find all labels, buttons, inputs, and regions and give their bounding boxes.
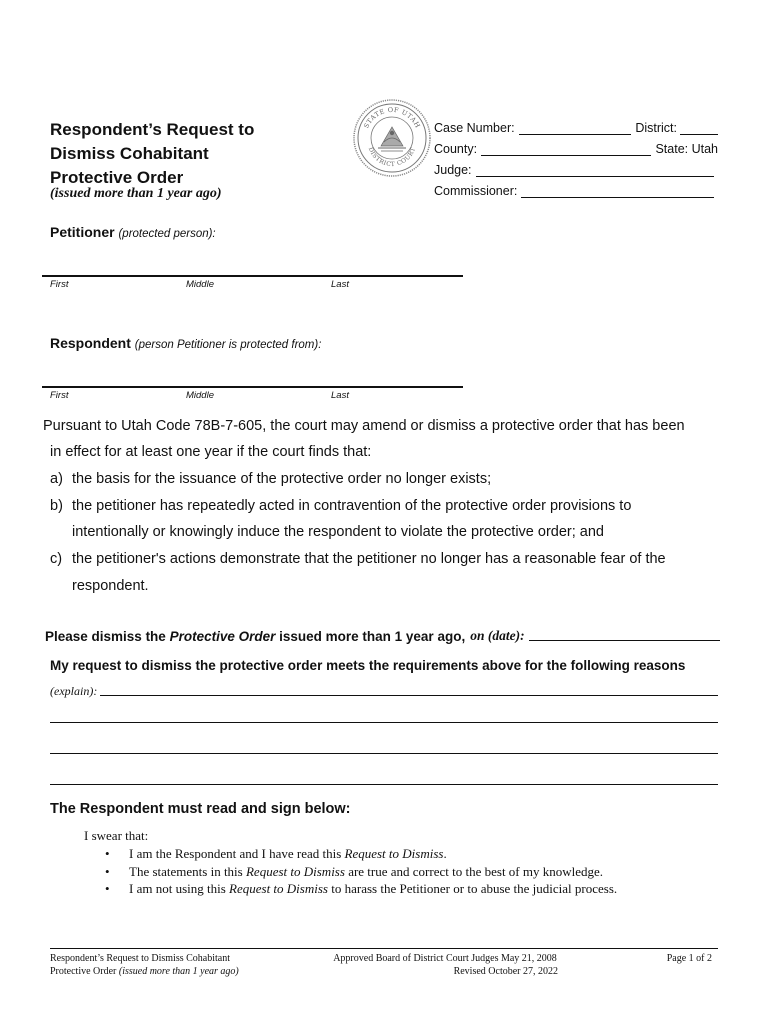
petitioner-heading [50,224,216,240]
state-label: State: Utah [655,142,718,156]
petitioner-middle-label: Middle [186,279,214,290]
petitioner-hint: (protected person): [118,228,216,240]
condition-b-continued: intentionally or knowingly induce the respondent to violate the protective order; and [72,524,604,540]
case-number-field[interactable] [519,133,632,135]
svg-text:DISTRICT COURT [367,146,417,168]
oath-item: • I am the Respondent and I have read this Request to Dismiss. [105,846,447,861]
petitioner-first-label: First [50,279,69,290]
respondent-first-label: First [50,390,69,401]
condition-c [50,551,666,567]
condition-a-text: the basis for the issuance of the protective order no longer exists; [72,471,492,487]
dismiss-text-italic: Protective Order [169,629,276,644]
footer-left [50,952,239,978]
bullet-icon: • [105,881,110,896]
explain-field[interactable] [100,694,718,696]
title-line-1: Respondent’s Request to [50,120,255,139]
dismiss-text-2: issued more than 1 year ago, [275,629,466,644]
case-number-label: Case Number: [434,121,515,135]
respondent-heading [50,335,321,351]
date-field[interactable] [529,639,720,641]
judge-row [434,160,718,181]
respondent-hint: (person Petitioner is protected from): [134,339,322,351]
footer-revised: Revised October 27, 2022 [453,966,558,977]
county-label: County: [434,142,478,156]
explain-line-3[interactable] [50,753,718,754]
footer-approved: Approved Board of District Court Judges May 21, 2008 [333,953,557,964]
respondent-last-label: Last [331,390,349,401]
seal-top-text: STATE OF UTAH [362,105,422,130]
condition-b-text: the petitioner has repeatedly acted in contravention of the protective order provisions to [72,498,632,514]
condition-a [50,471,491,487]
condition-b [50,498,631,514]
signature-heading: The Respondent must read and sign below: [50,801,351,817]
dismiss-request-row [45,628,720,644]
swear-text: I swear that: [84,828,149,843]
respondent-label: Respondent [50,335,131,351]
oath-item: • I am not using this Request to Dismiss to harass the Petitioner or to abuse the judicial process. [105,881,618,896]
date-label: on (date): [470,628,525,643]
condition-a-marker: a) [50,471,63,487]
footer-divider [50,948,718,949]
judge-field[interactable] [476,175,714,177]
reasons-heading: My request to dismiss the protective order meets the requirements above for the following reasons [50,658,686,673]
petitioner-last-label: Last [331,279,349,290]
oath-list [105,845,617,898]
condition-c-text: the petitioner's actions demonstrate that the petitioner no longer has a reasonable fear of the [72,551,666,567]
condition-c-marker: c) [50,551,63,567]
statute-intro-line-1: Pursuant to Utah Code 78B-7-605, the court may amend or dismiss a protective order that has been [43,418,685,434]
explain-line-2[interactable] [50,722,718,723]
case-info [434,118,718,202]
footer-form-name-1: Respondent’s Request to Dismiss Cohabitant [50,953,230,964]
footer-center [330,952,560,978]
footer-page-number: Page 1 of 2 [666,953,712,964]
commissioner-field[interactable] [521,196,714,198]
county-field[interactable] [481,154,651,156]
svg-text:STATE OF UTAH [362,106,422,130]
footer-form-name-2: Protective Order (issued more than 1 year ago) [50,966,239,977]
condition-c-continued: respondent. [72,578,149,594]
explain-row [50,684,718,699]
form-title [50,118,254,190]
commissioner-row [434,181,718,202]
form-subtitle: (issued more than 1 year ago) [50,186,222,201]
explain-label: (explain): [50,684,98,698]
district-field[interactable] [680,133,718,135]
respondent-middle-label: Middle [186,390,214,401]
case-number-row [434,118,718,139]
bullet-icon: • [105,846,110,861]
county-row [434,139,718,160]
utah-court-seal-icon [352,98,432,178]
title-line-2: Dismiss Cohabitant [50,144,209,163]
condition-b-marker: b) [50,498,63,514]
respondent-name-field[interactable] [42,386,463,388]
bullet-icon: • [105,863,110,879]
seal-bottom-text: DISTRICT COURT [366,146,418,169]
title-line-3: Protective Order [50,168,184,187]
judge-label: Judge: [434,163,472,177]
dismiss-text-1: Please dismiss the [45,629,170,644]
commissioner-label: Commissioner: [434,184,518,198]
petitioner-label: Petitioner [50,224,115,240]
petitioner-name-field[interactable] [42,275,463,277]
oath-item: • The statements in this Request to Dismiss are true and correct to the best of my knowledge. [105,863,604,879]
statute-intro-line-2: in effect for at least one year if the court finds that: [50,444,372,460]
explain-line-4[interactable] [50,784,718,785]
district-label: District: [635,121,677,135]
